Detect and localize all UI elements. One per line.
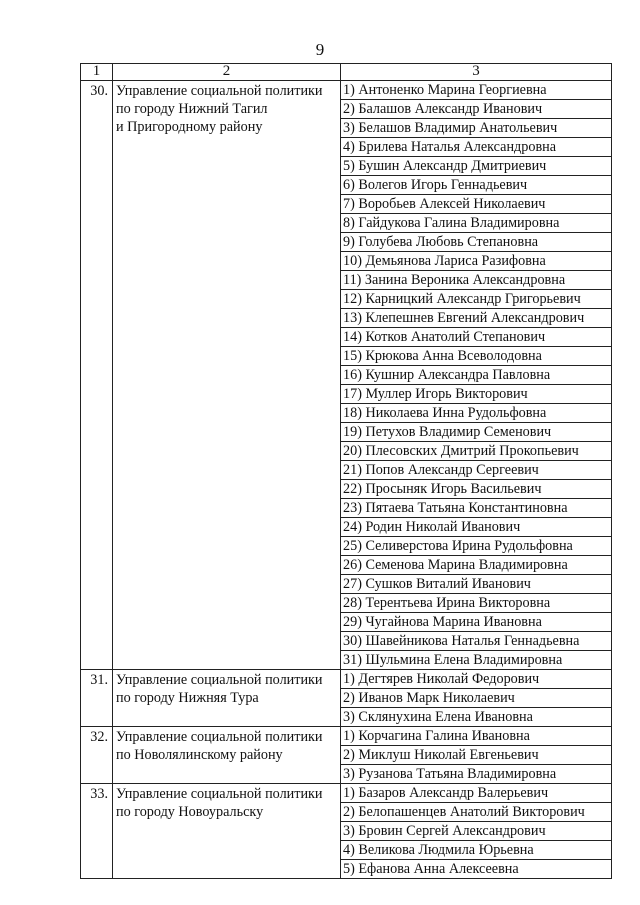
- organization-line: Управление социальной политики: [116, 83, 323, 99]
- person-name: 1) Антоненко Марина Георгиевна: [341, 81, 611, 100]
- person-name: 4) Брилева Наталья Александровна: [341, 138, 611, 157]
- row-number: 31.: [81, 670, 113, 727]
- organization-line: Управление социальной политики: [116, 786, 323, 802]
- person-name: 16) Кушнир Александра Павловна: [341, 366, 611, 385]
- person-name: 10) Демьянова Лариса Разифовна: [341, 252, 611, 271]
- organization-line: по Новолялинскому району: [116, 747, 283, 763]
- row-number: 33.: [81, 784, 113, 879]
- person-name: 3) Склянухина Елена Ивановна: [343, 709, 533, 725]
- person-name: 25) Селиверстова Ирина Рудольфовна: [341, 537, 611, 556]
- organization-line: по городу Нижний Тагил: [116, 101, 268, 117]
- column-header-1: 1: [81, 64, 113, 81]
- organization-line: по городу Новоуральску: [116, 804, 264, 820]
- names-cell: [341, 784, 612, 879]
- person-name: 29) Чугайнова Марина Ивановна: [341, 613, 611, 632]
- table-body: [81, 81, 612, 879]
- person-name: 21) Попов Александр Сергеевич: [341, 461, 611, 480]
- person-name: 18) Николаева Инна Рудольфовна: [341, 404, 611, 423]
- table-row: [81, 784, 612, 879]
- person-name: 14) Котков Анатолий Степанович: [341, 328, 611, 347]
- page-number: 9: [315, 40, 325, 59]
- table-row: [81, 81, 612, 670]
- organization-cell: [113, 784, 341, 879]
- person-name: 22) Просыняк Игорь Васильевич: [341, 480, 611, 499]
- person-name: 9) Голубева Любовь Степановна: [341, 233, 611, 252]
- header-row: [81, 64, 612, 81]
- person-name: 8) Гайдукова Галина Владимировна: [341, 214, 611, 233]
- person-name: 7) Воробьев Алексей Николаевич: [341, 195, 611, 214]
- person-name: 1) Дегтярев Николай Федорович: [341, 670, 611, 689]
- organization-line: по городу Нижняя Тура: [116, 690, 259, 706]
- person-name: 5) Ефанова Анна Алексеевна: [343, 861, 519, 877]
- organization-cell: [113, 727, 341, 784]
- names-cell: [341, 727, 612, 784]
- person-name: 30) Шавейникова Наталья Геннадьевна: [341, 632, 611, 651]
- person-name: 23) Пятаева Татьяна Константиновна: [341, 499, 611, 518]
- person-name: 4) Великова Людмила Юрьевна: [341, 841, 611, 860]
- person-name: 2) Белопашенцев Анатолий Викторович: [341, 803, 611, 822]
- organization-line: Управление социальной политики: [116, 729, 323, 745]
- person-name: 2) Миклуш Николай Евгеньевич: [341, 746, 611, 765]
- table-row: [81, 727, 612, 784]
- person-name: 3) Белашов Владимир Анатольевич: [341, 119, 611, 138]
- person-name: 2) Балашов Александр Иванович: [341, 100, 611, 119]
- organization-cell: [113, 81, 341, 670]
- person-name: 26) Семенова Марина Владимировна: [341, 556, 611, 575]
- person-name: 24) Родин Николай Иванович: [341, 518, 611, 537]
- person-name: 15) Крюкова Анна Всеволодовна: [341, 347, 611, 366]
- organization-cell: [113, 670, 341, 727]
- table-row: [81, 670, 612, 727]
- person-name: 5) Бушин Александр Дмитриевич: [341, 157, 611, 176]
- person-name: 3) Бровин Сергей Александрович: [341, 822, 611, 841]
- person-name: 28) Терентьева Ирина Викторовна: [341, 594, 611, 613]
- person-name: 11) Занина Вероника Александровна: [341, 271, 611, 290]
- person-name: 1) Корчагина Галина Ивановна: [341, 727, 611, 746]
- person-name: 19) Петухов Владимир Семенович: [341, 423, 611, 442]
- person-name: 3) Рузанова Татьяна Владимировна: [343, 766, 557, 782]
- person-name: 1) Базаров Александр Валерьевич: [341, 784, 611, 803]
- person-name: 12) Карницкий Александр Григорьевич: [341, 290, 611, 309]
- person-name: 17) Муллер Игорь Викторович: [341, 385, 611, 404]
- person-name: 31) Шульмина Елена Владимировна: [343, 652, 563, 668]
- names-cell: [341, 670, 612, 727]
- person-name: 20) Плесовских Дмитрий Прокопьевич: [341, 442, 611, 461]
- organization-line: и Пригородному району: [116, 119, 263, 135]
- row-number: 32.: [81, 727, 113, 784]
- row-number: 30.: [81, 81, 113, 670]
- column-header-2: 2: [113, 64, 341, 81]
- person-name: 6) Волегов Игорь Геннадьевич: [341, 176, 611, 195]
- person-name: 2) Иванов Марк Николаевич: [341, 689, 611, 708]
- person-name: 13) Клепешнев Евгений Александрович: [341, 309, 611, 328]
- person-name: 27) Сушков Виталий Иванович: [341, 575, 611, 594]
- names-cell: [341, 81, 612, 670]
- appointees-table: [80, 63, 612, 879]
- column-header-3: 3: [341, 64, 612, 81]
- organization-line: Управление социальной политики: [116, 672, 323, 688]
